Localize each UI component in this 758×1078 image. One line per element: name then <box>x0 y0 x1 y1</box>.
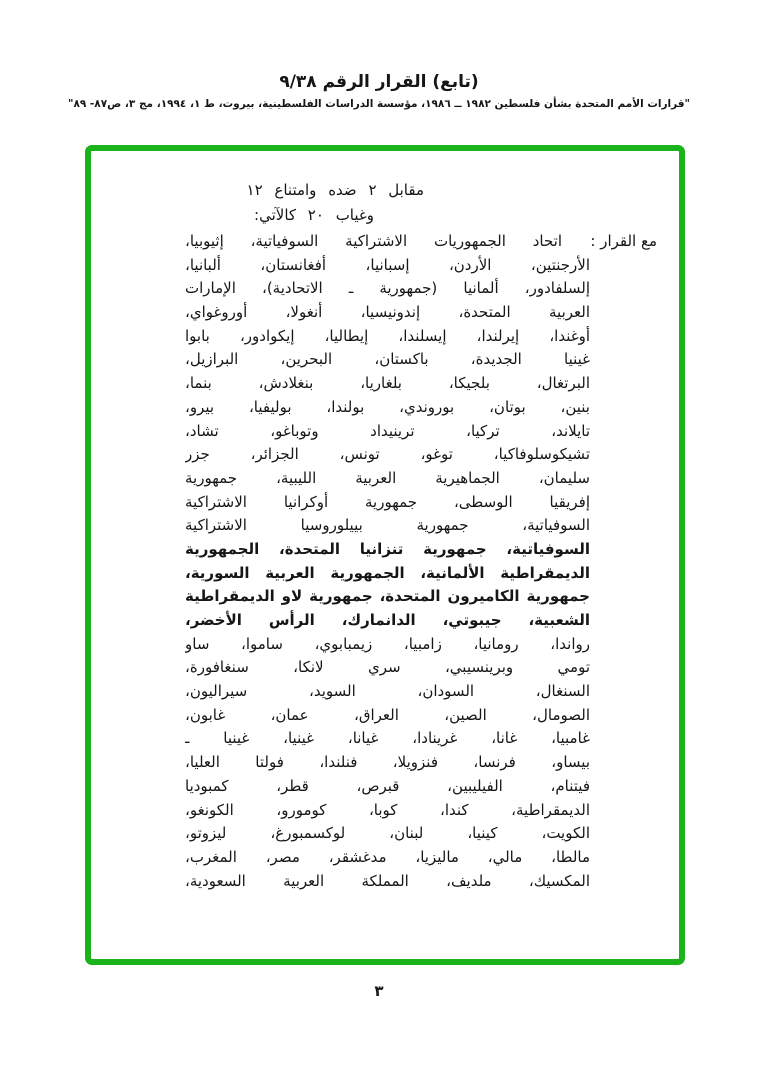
country-list-line: إلسلفادور، ألمانيا (جمهورية ـ الاتحادية)، الإمارات <box>185 279 590 298</box>
country-list-line: السوفياتية، جمهورية بييلوروسيا الاشتراكية <box>185 516 590 535</box>
country-list-line: مالطا، مالي، ماليزيا، مدغشقر، مصر، المغرب، <box>185 847 590 866</box>
country-list-line: جمهورية الكاميرون المتحدة، جمهورية لاو الديمقراطية <box>185 587 590 606</box>
country-list-line: الديمقراطية الألمانية، الجمهورية العربية السورية، <box>185 563 590 582</box>
country-list-column <box>185 230 590 893</box>
country-list-line: غامبيا، غانا، غرينادا، غيانا، غينيا، غينيا ـ <box>185 729 590 748</box>
country-list-line: العربية المتحدة، إندونيسيا، أنغولا، أوروغواي، <box>185 303 590 322</box>
country-list-line: الديمقراطية، كندا، كوبا، كومورو، الكونغو، <box>185 800 590 819</box>
country-list-line: اتحاد الجمهوريات الاشتراكية السوفياتية، إثيوبيا، <box>185 232 562 250</box>
country-list-line: أوغندا، إيرلندا، إيسلندا، إيطاليا، إيكوادور، بابوا <box>185 326 590 345</box>
country-list-line: إفريقيا الوسطى، جمهورية أوكرانيا الاشتراكية <box>185 492 590 511</box>
country-list-line: الصومال، الصين، العراق، عمان، غابون، <box>185 705 590 724</box>
country-list-line: رواندا، رومانيا، زامبيا، زيمبابوي، ساموا، ساو <box>185 634 590 653</box>
country-list-line: المكسيك، ملديف، المملكة العربية السعودية، <box>185 871 590 890</box>
country-list-line: الشعبية، جيبوتي، الدانمارك، الرأس الأخضر، <box>185 611 590 629</box>
page-number: ٣ <box>374 982 384 1000</box>
country-list-line: تومي وبرينسيبي، سري لانكا، سنغافورة، <box>185 658 590 677</box>
country-list-line: بيساو، فرنسا، فنزويلا، فنلندا، فولتا العليا، <box>185 753 590 772</box>
country-list-line: سليمان، الجماهيرية العربية الليبية، جمهورية <box>185 468 590 487</box>
country-list-line: السنغال، السودان، السويد، سيراليون، <box>185 682 590 701</box>
page-title: (تابع) القرار الرقم ٩/٣٨ <box>279 72 479 92</box>
page-header <box>0 0 758 110</box>
country-list-line: بنين، بوتان، بوروندي، بولندا، بوليفيا، بيرو، <box>185 397 590 416</box>
source-citation: "قرارات الأمم المتحدة بشأن فلسطين ١٩٨٢ ــ ١٩٨٦، مؤسسة الدراسات الفلسطينية، بيروت، ط ١، ١٩٩٤، مج ٣، ص٨٧- ٨٩" <box>67 98 691 110</box>
vote-tally-block <box>91 151 679 228</box>
country-list-line: السوفياتية، جمهورية تنزانيا المتحدة، الجمهورية <box>185 539 590 558</box>
vote-label: مع القرار : <box>590 232 657 250</box>
country-list-line: الأرجنتين، الأردن، إسبانيا، أفغانستان، ألبانيا، <box>185 255 590 274</box>
green-frame <box>85 145 685 965</box>
vote-with-resolution-block <box>91 230 679 893</box>
country-list-line: الكويت، كينيا، لبنان، لوكسمبورغ، ليزوتو، <box>185 824 590 843</box>
vote-tally-line: مقابل ٢ ضده وامتناع ١٢ <box>246 181 424 199</box>
country-list-line: غينيا الجديدة، باكستان، البحرين، البرازيل، <box>185 350 590 369</box>
country-list-line: تايلاند، تركيا، ترينيداد وتوباغو، تشاد، <box>185 421 590 440</box>
country-list-line: تشيكوسلوفاكيا، توغو، تونس، الجزائر، جزر <box>185 445 590 464</box>
vote-tally-line: وغياب ٢٠ كالآتي: <box>254 206 374 224</box>
country-list-line: البرتغال، بلجيكا، بلغاريا، بنغلادش، بنما، <box>185 374 590 393</box>
country-list-line: فيتنام، الفيليبين، قبرص، قطر، كمبوديا <box>185 776 590 795</box>
